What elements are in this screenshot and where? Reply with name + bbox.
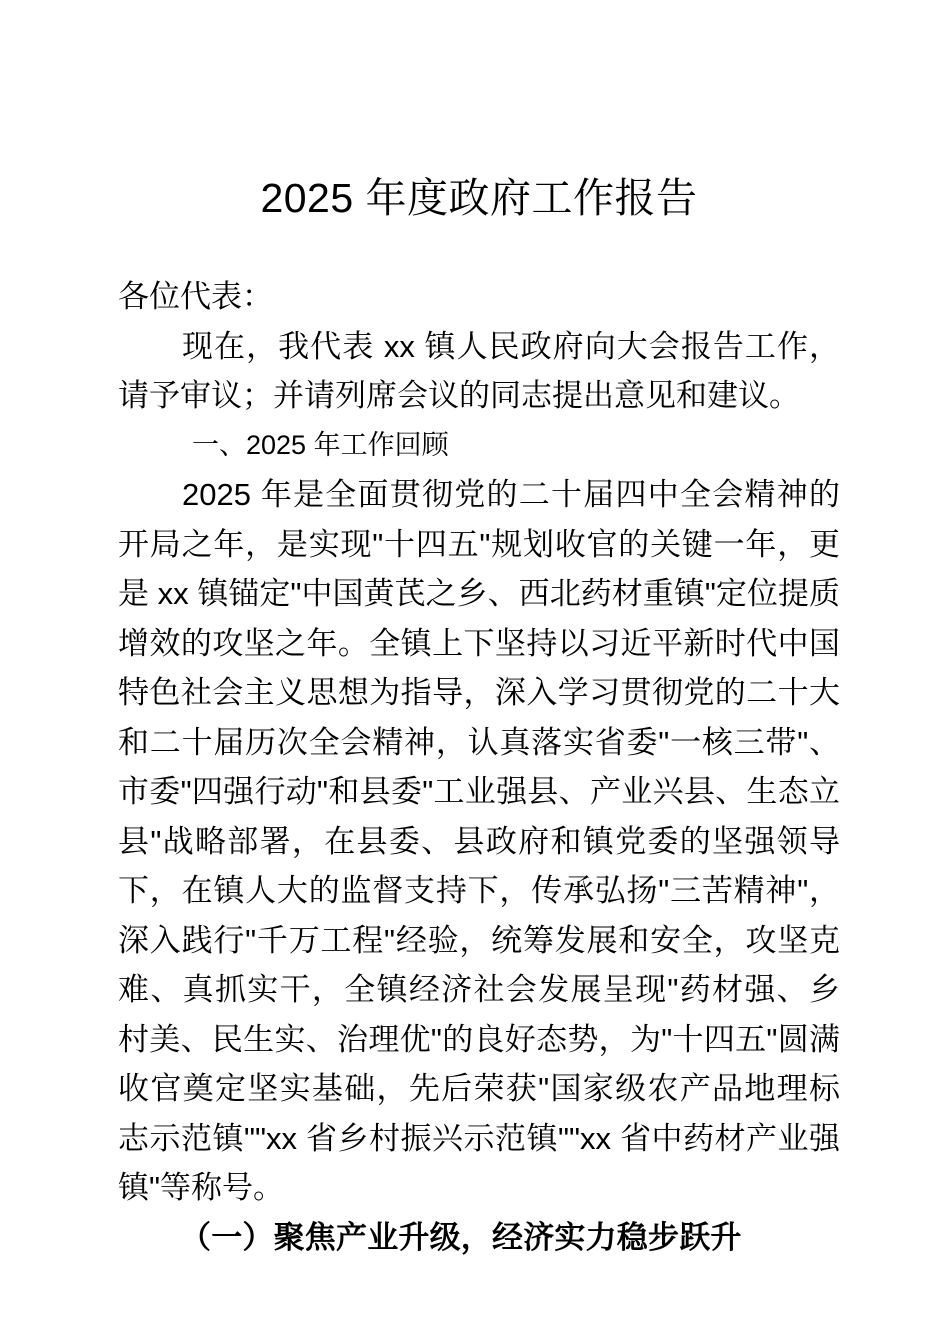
salutation-line: 各位代表：: [118, 279, 273, 314]
subheading-industry-upgrade: （一）聚焦产业升级，经济实力稳步跃升: [180, 1219, 742, 1255]
page-title: 2025 年度政府工作报告: [260, 175, 698, 221]
document-text-flow: [118, 272, 840, 1262]
work-review-paragraph: 2025 年是全面贯彻党的二十届四中全会精神的开局之年，是实现"十四五"规划收官的关键一年，更是 xx 镇锚定"中国黄芪之乡、西北药材重镇"定位提质增效的攻坚之年。全镇上下坚持以习近平新时代中国特色社会主义思想为指导，深入学习贯彻党的二十大和二十届历次全会精神，认真落实省委"一核三带"、市委"四强行动"和县委"工业强县、产业兴县、生态立县"战略部署，在县委、县政府和镇党委的坚强领导下，在镇人大的监督支持下，传承弘扬"三苦精神"，深入践行"千万工程"经验，统筹发展和安全，攻坚克难、真抓实干，全镇经济社会发展呈现"药材强、乡村美、民生实、治理优"的良好态势，为"十四五"圆满收官奠定坚实基础，先后荣获"国家级农产品地理标志示范镇""xx 省乡村振兴示范镇""xx 省中药材产业强镇"等称号。: [118, 477, 840, 1205]
opening-paragraph: 现在，我代表 xx 镇人民政府向大会报告工作，请予审议；并请列席会议的同志提出意见和建议。: [118, 328, 840, 413]
section-heading-work-review: 一、2025 年工作回顾: [192, 429, 449, 460]
